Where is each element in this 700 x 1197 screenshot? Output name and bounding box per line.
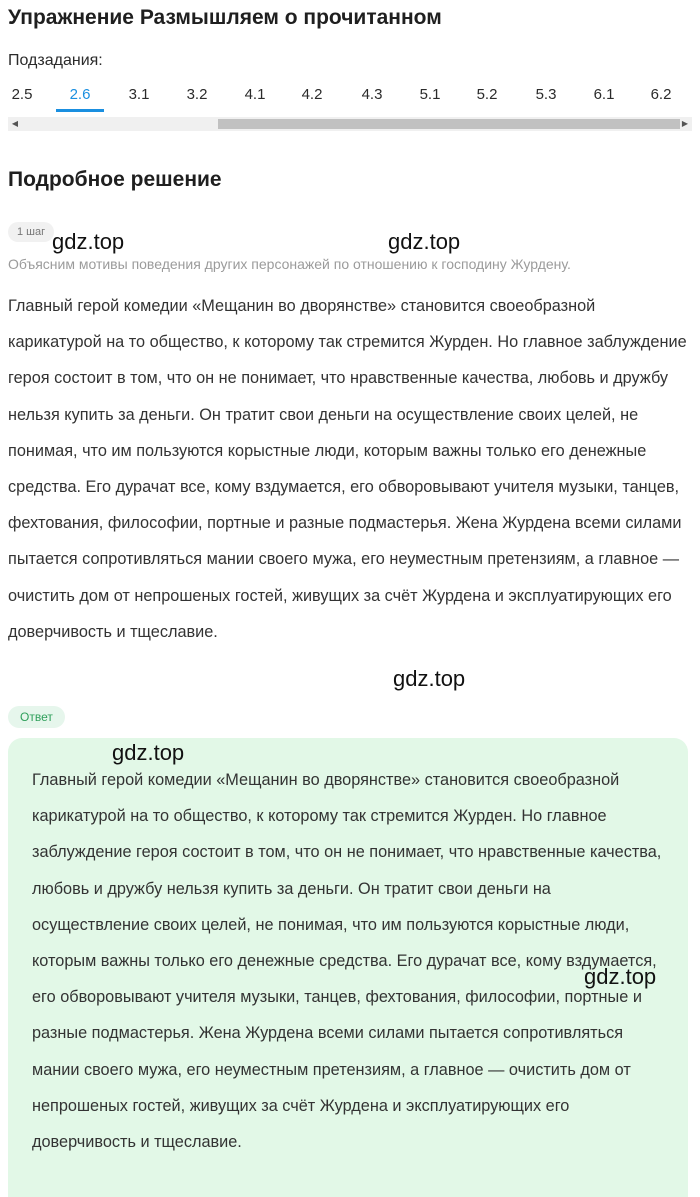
- subtasks-label: Подзадания:: [8, 52, 103, 69]
- subtask-tab[interactable]: 3.1: [128, 86, 150, 103]
- answer-text: Главный герой комедии «Мещанин во дворянстве» становится своеобразной карикатурой на то общество, к которому так стремится Журден. Но главное заблуждение героя состоит в том, что он не понимает, что нравственные качества, любовь и дружбу нельзя купить за деньги. Он тратит свои деньги на осуществление своих целей, не понимая, что им пользуются корыстные люди, которым важны только его денежные средства. Его дурачат все, кому вздумается, его обворовывают учителя музыки, танцев, фехтования, философии, портные и разные подмастерья. Жена Журдена всеми силами пытается сопротивляться мании своего мужа, его неуместным претензиям, а главное — очистить дом от непрошеных гостей, живущих за счёт Журдена и эксплуатирующих его доверчивость и тщеславие.: [32, 771, 662, 1152]
- step-hint: Объясним мотивы поведения других персонажей по отношению к господину Журдену.: [8, 256, 571, 272]
- page-title: Упражнение Размышляем о прочитанном: [8, 6, 442, 29]
- watermark: gdz.top: [112, 740, 185, 765]
- step-badge: 1 шаг: [8, 222, 54, 242]
- subtask-tab[interactable]: 5.1: [419, 86, 441, 103]
- subtask-tab[interactable]: 2.5: [11, 86, 33, 103]
- answer-badge: Ответ: [8, 706, 65, 728]
- subtask-tab[interactable]: 4.1: [244, 86, 266, 103]
- subtask-tab[interactable]: 4.3: [361, 86, 383, 103]
- solution-title: Подробное решение: [8, 168, 222, 191]
- subtask-tab[interactable]: 3.2: [186, 86, 208, 103]
- tabs-scrollbar[interactable]: [8, 117, 692, 131]
- subtask-tab[interactable]: 5.3: [535, 86, 557, 103]
- watermark: gdz.top: [388, 229, 461, 254]
- subtask-tabs: [8, 84, 692, 114]
- subtask-tab[interactable]: 6.2: [650, 86, 672, 103]
- watermark: gdz.top: [393, 666, 466, 691]
- scrollbar-thumb[interactable]: [218, 119, 680, 129]
- scroll-right-arrow-icon[interactable]: ▶: [681, 119, 689, 128]
- subtask-tab-active[interactable]: 2.6: [56, 84, 104, 112]
- step-solution-text: Главный герой комедии «Мещанин во дворянстве» становится своеобразной карикатурой на то общество, к которому так стремится Журден. Но главное заблуждение героя состоит в том, что он не понимает, что нравственные качества, любовь и дружбу нельзя купить за деньги. Он тратит свои деньги на осуществление своих целей, не понимая, что им пользуются корыстные люди, которым важны только его денежные средства. Его дурачат все, кому вздумается, его обворовывают учителя музыки, танцев, фехтования, философии, портные и разные подмастерья. Жена Журдена всеми силами пытается сопротивляться мании своего мужа, его неуместным претензиям, а главное — очистить дом от непрошеных гостей, живущих за счёт Журдена и эксплуатирующих его доверчивость и тщеславие.: [8, 297, 687, 641]
- scroll-left-arrow-icon[interactable]: ◀: [11, 119, 19, 128]
- watermark: gdz.top: [52, 229, 125, 254]
- subtask-tab[interactable]: 6.1: [593, 86, 615, 103]
- subtask-tab[interactable]: 4.2: [301, 86, 323, 103]
- watermark: gdz.top: [584, 964, 657, 989]
- subtask-tab[interactable]: 5.2: [476, 86, 498, 103]
